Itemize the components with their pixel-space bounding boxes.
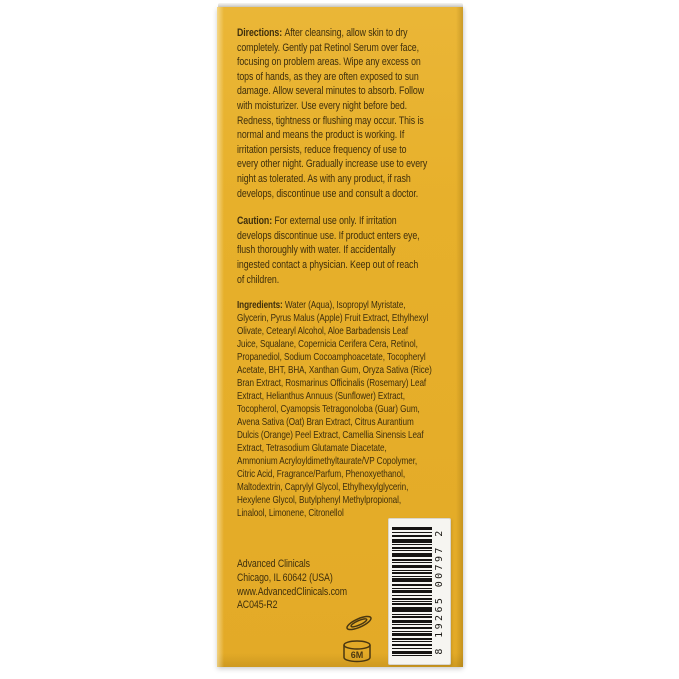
barcode-bar — [392, 644, 432, 646]
text-line: Bran Extract, Rosmarinus Officinalis (Rosemary) Leaf — [237, 378, 427, 390]
barcode-bar — [392, 535, 432, 537]
text-line: Tocopherol, Cyamopsis Tetragonoloba (Guar) Gum, — [237, 404, 420, 416]
text-line: Avena Sativa (Oat) Bran Extract, Citrus Aurantium — [237, 417, 414, 429]
barcode-bar — [392, 547, 432, 549]
barcode-bar — [392, 655, 432, 656]
barcode-bar — [392, 562, 432, 563]
barcode-bar — [392, 576, 432, 577]
barcode-bar — [392, 578, 432, 582]
text-line: with moisturizer. Use every night before bed. — [237, 99, 408, 112]
text-line: flush thoroughly with water. If accidentally — [237, 244, 396, 257]
directions-paragraph — [237, 26, 455, 201]
text-line: ingested contact a physician. Keep out of reach — [237, 258, 419, 271]
text-line: Directions: After cleansing, allow skin to dry — [237, 27, 408, 39]
barcode-bar — [392, 553, 432, 557]
barcode-bar — [392, 559, 432, 561]
pao-duration-label: 6M — [350, 650, 364, 660]
upc-barcode — [388, 518, 451, 665]
text-line: focusing on problem areas. Wipe any excess on — [237, 56, 421, 69]
barcode-bar — [392, 584, 432, 586]
period-after-opening-jar-icon — [335, 611, 381, 667]
text-line: Advanced Clinicals — [237, 558, 310, 570]
text-line: Ingredients: Water (Aqua), Isopropyl Myristate, — [237, 300, 406, 312]
text-line: completely. Gently pat Retinol Serum over face, — [237, 41, 419, 54]
text-line: Hexylene Glycol, Butylphenyl Methylpropional, — [237, 495, 402, 507]
text-line: tops of hands, as they are often exposed to sun — [237, 70, 419, 83]
text-line: develops discontinue use. If product enters eye, — [237, 229, 420, 242]
text-line: Glycerin, Pyrus Malus (Apple) Fruit Extract, Ethylhexyl — [237, 313, 429, 325]
text-line: Linalool, Limonene, Citronellol — [237, 508, 344, 520]
barcode-bar — [392, 616, 432, 618]
text-line: irritation persists, reduce frequency of use to — [237, 143, 407, 156]
text-line: Redness, tightness or flushing may occur. This is — [237, 114, 424, 127]
text-line: damage. Allow several minutes to absorb. Follow — [237, 85, 425, 98]
barcode-bar — [392, 527, 432, 530]
text-line: Dulcis (Orange) Peel Extract, Camellia Sinensis Leaf — [237, 430, 424, 442]
text-line: night as tolerated. As with any product, if rash — [237, 172, 411, 185]
barcode-bar — [392, 620, 432, 623]
barcode-bar — [392, 607, 432, 612]
text-line: Propanediol, Sodium Cocoamphoacetate, Tocopheryl — [237, 352, 426, 364]
text-line: Extract, Helianthus Annuus (Sunflower) Extract, — [237, 391, 405, 403]
barcode-bar — [392, 588, 432, 589]
barcode-bar — [392, 544, 432, 545]
text-line: Extract, Tetrasodium Glutamate Diacetate, — [237, 443, 387, 455]
barcode-bar — [392, 532, 432, 533]
barcode-bar — [392, 638, 432, 640]
text-line: Maltodextrin, Caprylyl Glycol, Ethylhexylglycerin, — [237, 482, 409, 494]
barcode-bar — [392, 595, 432, 596]
text-line: AC045-R2 — [237, 599, 278, 612]
barcode-bar — [392, 570, 432, 571]
barcode-bar — [392, 631, 432, 632]
barcode-bar — [392, 614, 432, 615]
text-line: Ammonium Acryloyldimethyltaurate/VP Copolymer, — [237, 456, 418, 468]
barcode-bar — [392, 648, 432, 649]
text-line: Caution: For external use only. If irritation — [237, 215, 397, 228]
product-box-back-panel — [217, 7, 463, 667]
barcode-bar — [392, 633, 432, 636]
barcode-digits: 8 19265 00797 2 — [434, 528, 445, 655]
text-line: of children. — [237, 273, 280, 286]
barcode-bar — [392, 624, 432, 625]
barcode-bar — [392, 550, 432, 551]
text-line: Chicago, IL 60642 (USA) — [237, 571, 333, 584]
text-line: every other night. Gradually increase use to every — [237, 158, 428, 171]
barcode-bar — [392, 598, 432, 600]
caution-paragraph — [237, 214, 455, 287]
barcode-bar — [392, 627, 432, 629]
barcode-bar — [392, 539, 432, 543]
barcode-bar — [392, 603, 432, 605]
barcode-bars — [392, 527, 432, 656]
text-line: Acetate, BHT, BHA, Xanthan Gum, Oryza Sativa (Rice) — [237, 365, 432, 377]
barcode-bar — [392, 651, 432, 654]
label-text-column — [237, 26, 455, 520]
barcode-bar — [392, 590, 432, 593]
text-line: normal and means the product is working. If — [237, 129, 405, 142]
text-line: Juice, Squalane, Copernicia Cerifera Cera, Retinol, — [237, 339, 418, 351]
text-line: www.AdvancedClinicals.com — [237, 585, 347, 598]
text-line: Citric Acid, Fragrance/Parfum, Phenoxyethanol, — [237, 469, 406, 481]
text-line: develops, discontinue use and consult a doctor. — [237, 187, 419, 200]
barcode-bar — [392, 565, 432, 568]
barcode-bar — [392, 601, 432, 602]
barcode-bar — [392, 572, 432, 574]
text-line: Olivate, Cetearyl Alcohol, Aloe Barbadensis Leaf — [237, 326, 409, 338]
barcode-bar — [392, 641, 432, 642]
ingredients-paragraph — [237, 299, 455, 520]
